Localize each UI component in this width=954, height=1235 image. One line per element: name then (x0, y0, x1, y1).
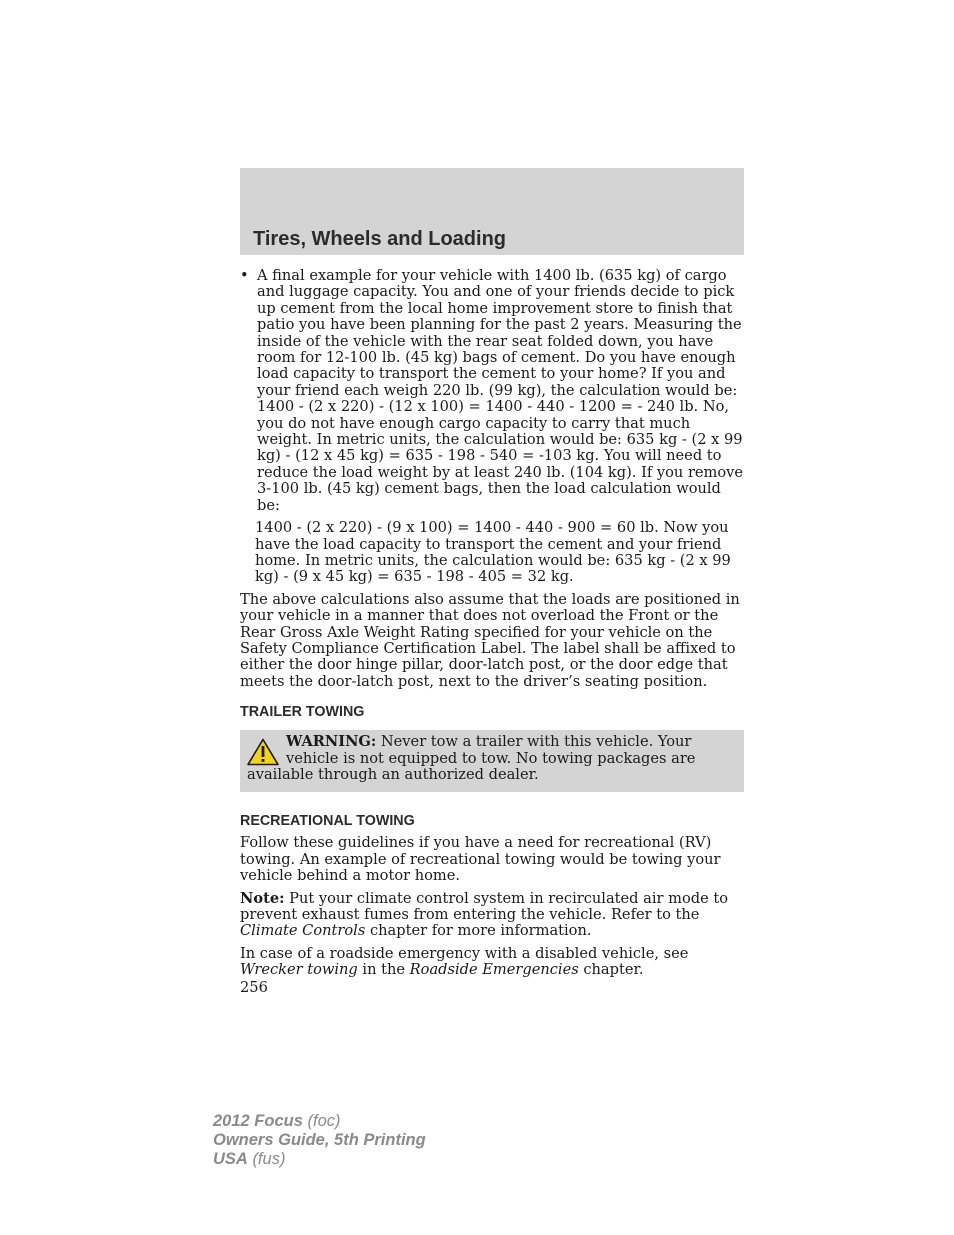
calculation-paragraph: The above calculations also assume that the loads are positioned in your vehicle in a manner that does not overload the Front or the Rear Gross Axle Weight Rating specified for your vehicle on the Safety Compliance Certification Label. The label shall be affixed to either the door hinge pillar, door-latch post, or the door edge that meets the door-latch post, next to the driver’s seating position. (240, 590, 740, 690)
recreational-paragraph: Follow these guidelines if you have a need for recreational (RV) towing. An example of recreational towing would be towing your vehicle behind a motor home. (240, 834, 721, 885)
document-footer (213, 1112, 426, 1169)
note-label: Note: (240, 889, 285, 907)
bullet-marker: • (240, 267, 249, 284)
warning-triangle-icon (247, 738, 279, 766)
footer-line-model: 2012 Focus (foc) (213, 1112, 341, 1130)
note-paragraph (240, 891, 744, 940)
note-text: Put your climate control system in recirculated air mode to prevent exhaust fumes from entering the vehicle. Refer to the (240, 889, 729, 923)
section-title: Tires, Wheels and Loading (253, 228, 507, 250)
roadside-paragraph (240, 946, 744, 979)
roadside-emergencies-reference: Roadside Emergencies (409, 961, 579, 979)
roadside-text: In case of a roadside emergency with a disabled vehicle, see (240, 944, 689, 962)
bullet-example-text: A final example for your vehicle with 1400 lb. (635 kg) of cargo and luggage capacity. You and one of your friends decide to pick up cement from the local home improvement store to finish that patio you have been planning for the past 2 years. Measuring the inside of the vehicle with the rear seat folded down, you have room for 12-100 lb. (45 kg) bags of cement. Do you have enough load capacity to transport the cement to your home? If you and your friend each weigh 220 lb. (99 kg), the calculation would be: 1400 - (2 x 220) - (12 x 100) = 1400 - 440 - 1200 = - 240 lb. No, you do not have enough cargo capacity to carry that much weight. In metric units, the calculation would be: 635 kg - (2 x 99 kg) - (12 x 45 kg) = 635 - 198 - 540 = -103 kg. You will need to reduce the load weight by at least 240 lb. (104 kg). If you remove 3-100 lb. (45 kg) cement bags, then the load calculation would be: (257, 267, 744, 514)
footer-line-edition: Owners Guide, 5th Printing (213, 1131, 426, 1149)
page-content (240, 268, 744, 996)
recreational-towing-heading: RECREATIONAL TOWING (240, 813, 415, 830)
footer-line-market: USA (fus) (213, 1150, 286, 1168)
trailer-towing-heading: TRAILER TOWING (240, 704, 365, 721)
warning-label: WARNING: (286, 733, 377, 751)
roadside-mid: in the (362, 961, 406, 979)
bullet-example (240, 268, 744, 514)
bullet-example-continuation: 1400 - (2 x 220) - (9 x 100) = 1400 - 440 - 900 = 60 lb. Now you have the load capacity to transport the cement and your friend home. In metric units, the calculation would be: 635 kg - (2 x 99 kg) - (9 x 45 kg) = 635 - 198 - 405 = 32 kg. (255, 519, 731, 586)
wrecker-towing-reference: Wrecker towing (240, 961, 358, 979)
note-chapter-reference: Climate Controls (240, 922, 366, 940)
roadside-tail: chapter. (583, 961, 644, 979)
page-number: 256 (240, 978, 268, 996)
warning-text: Never tow a trailer with this vehicle. Your vehicle is not equipped to tow. No towing packages are available through an authorized dealer. (247, 733, 696, 783)
note-tail: chapter for more information. (369, 922, 592, 940)
trailer-warning-box (240, 730, 744, 792)
